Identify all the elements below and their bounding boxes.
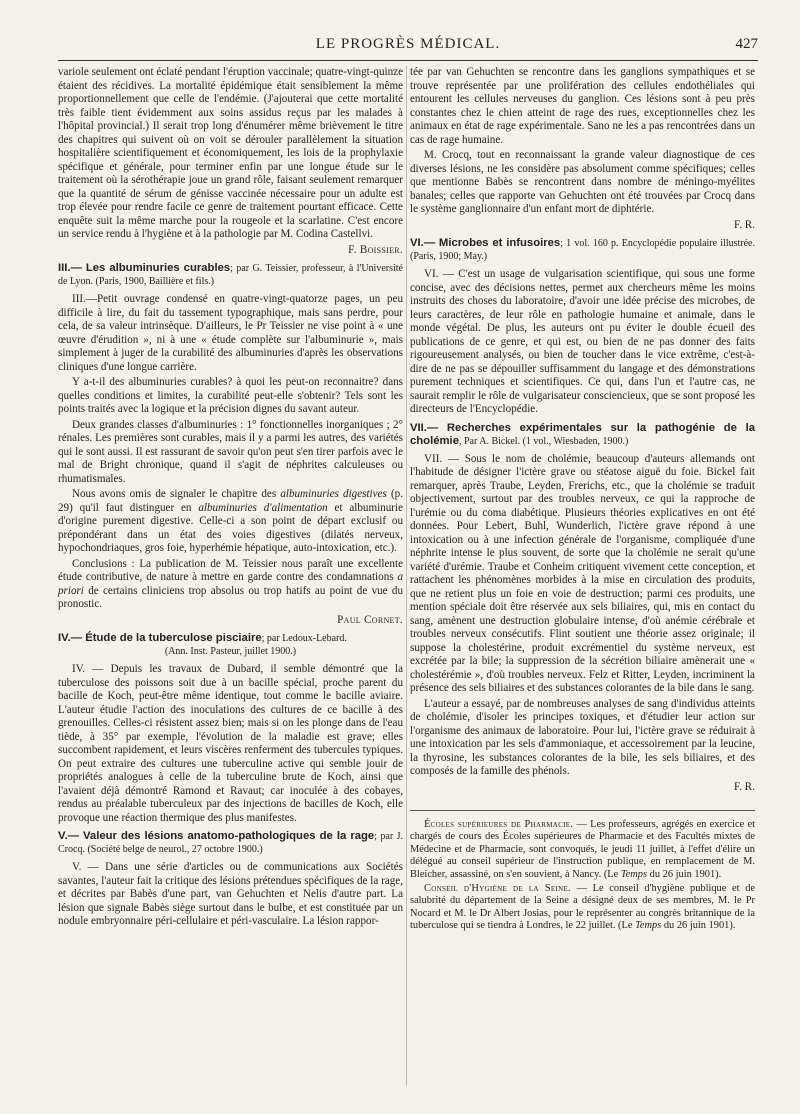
paragraph: Y a-t-il des albuminuries curables? à quoi les peut-on reconnaitre? dans quelles conditions et limites, la curabilité peut-elle s'obtenir? Tels sont les points traités avec la logique et la précision dignes du savant auteur. — [58, 376, 403, 415]
journal-title: LE PROGRÈS MÉDICAL. — [315, 36, 501, 52]
author-signature: F. Boissier. — [348, 243, 403, 256]
paragraph: V. — Dans une série d'articles ou de communications aux Sociétés savantes, l'auteur fait la critique des lésions prétendues spécifiques de la rage, et décrites par Babès d'une part, van Gehuchten et Nelis d'autre part. La lésion que signale Babès siège surtout dans le bulbe, et est constituée par un nodule embryonnaire péri-cellulaire et péri-vasculaire. La lésion rappor- — [58, 861, 403, 927]
paragraph — [58, 488, 403, 556]
text-run: (p. 29) qu'il faut distinguer en — [58, 488, 403, 514]
review-source: (Ann. Inst. Pasteur, juillet 1900.) — [164, 646, 297, 657]
section-number: IV. — [58, 632, 71, 644]
text-run: — Le conseil d'hygiène publique et de salubrité du département de la Seine a désigné deux de ses membres, M. le Pr Nocard et M. le Dr Albert Josias, pour le représenter au congrès britannique de la tuberculose qui se tiendra à Londres, le 22 juillet. (Le — [410, 883, 755, 932]
review-title: — Recherches expérimentales sur la pathogénie de la cholémie — [410, 421, 755, 447]
review-heading-vi — [410, 237, 755, 263]
review-heading-iii — [58, 262, 403, 288]
italic-run: Temps — [635, 920, 662, 932]
news-item — [410, 883, 755, 933]
text-run: — Les professeurs, agrégés en exercice et chargés de cours des Écoles supérieures de Pharmacie et des Facultés mixtes de Médecine et de Pharmacie, sont convoqués, le jeudi 11 juillet, à l'effet d'élire un délégué au conseil supérieur de l'instruction publique, en remplacement de M. Bleicher, assassiné, on s'en souvient, à Nancy. (Le — [410, 819, 755, 880]
text-run: du 26 juin 1901). — [661, 920, 736, 932]
news-heading: Écoles supérieures de Pharmacie. — [424, 819, 574, 830]
news-heading: Conseil d'Hygiène de la Seine. — [424, 883, 571, 895]
column-divider — [406, 66, 407, 1086]
review-title: — Microbes et infusoires — [423, 237, 561, 249]
text-run: Conclusions : La publication de M. Teissier nous paraît une excellente étude contributive, de nature à mettre en garde contre des condamnations — [58, 557, 403, 583]
paragraph: IV. — Depuis les travaux de Dubard, il semble démontré que la tuberculose des poissons soit due à un bacille spécial, proche parent du bacille de Koch, peut-être même identique, tout comme le bacille aviaire. L'auteur étudie l'action des inoculations des cultures de ce bacille à des grenouilles. Celles-ci résistent assez bien; mais si on les plonge dans de l'eau tiède, à 35° par exemple, l'évolution de la maladie est grave; elles succombent rapidement, et leurs viscères renferment des tubercules typiques. On peut extraire des cultures une tuberculine active qui semble jouir de propriétés analogues à celle de la tuberculine brute de Koch, ainsi que l'avaient déjà démontré Ramond et Ravaut; car inoculée à des cobayes, rendus au préalable tuberculeux par des injections de bacilles de Koch, elle provoque une réaction thermique des plus manifestes. — [58, 663, 403, 824]
author-signature: Paul Cornet. — [337, 613, 403, 626]
text-run: Nous avons omis de signaler le chapitre des — [72, 488, 281, 500]
news-divider — [410, 810, 755, 811]
review-title: — Les albuminuries curables — [70, 262, 231, 274]
running-header — [58, 36, 758, 58]
review-heading-iv — [58, 632, 403, 658]
text-run: et albuminurie d'origine purement digestive. Celle-ci a son point de départ exclusif ou prépondérant dans un état des voies digestives (dilatés nerveux, hypochondriaques, gros foie, hyperhémie hépatique, auto-intoxication, etc.). — [58, 501, 403, 554]
review-meta: ; 1 vol. 160 p. Encyclopédie populaire illustrée. (Paris, 1900; May.) — [410, 238, 755, 262]
paragraph: M. Crocq, tout en reconnaissant la grande valeur diagnostique de ces diverses lésions, ne les considère pas absolument comme spécifiques; celles que mentionne Babès se rencontrent dans nombre de méningo-myélites banales; celles que rapporte van Gehuchten ont été trouvées par Crocq dans le système ganglionnaire d'un enfant mort de diphtérie. — [410, 149, 755, 215]
review-heading-v — [58, 830, 403, 856]
review-meta: ; par G. Teissier, professeur, à l'Université de Lyon. (Paris, 1900, Baillière et fils.) — [58, 263, 403, 287]
header-rule — [58, 60, 758, 61]
section-number: V. — [58, 830, 68, 842]
right-column — [410, 66, 755, 935]
page-number: 427 — [735, 36, 758, 52]
left-column — [58, 66, 403, 931]
review-title: — Valeur des lésions anatomo-pathologiques de la rage — [67, 830, 375, 842]
review-title: — Étude de la tuberculose pisciaire — [70, 632, 262, 644]
italic-run: albuminuries d'alimentation — [198, 501, 328, 514]
italic-run: Temps — [620, 868, 648, 880]
review-meta: ; par J. Crocq. (Société belge de neurol., 27 octobre 1900.) — [58, 831, 403, 855]
text-run: de certains cliniciens trop absolus ou trop hatifs au point de vue du pronostic. — [58, 584, 403, 610]
paragraph: VI. — C'est un usage de vulgarisation scientifique, qui sous une forme concise, avec des décisions nettes, permet aux chercheurs même les moins instruits des choses du laboratoire, d'avoir une idée précise des microbes, de leurs caractères, de leur rôle en pathologie humaine et animale, dans le monde végétal. De plus, les auteurs ont pu éviter le double écueil des publications de ce genre, et qui est, ou bien de ne pas donner des faits rigoureusement analysés, ou bien de toucher dans le vice extrême, c'est-à-dire de ne pas se dépouiller suffisamment du langage et des démonstrations purement techniques et scientifiques. Ce qui, dans l'un et l'autre cas, ne saurait remplir le rôle de vulgarisateur consciencieux, que se sont proposé les directeurs de l'Encyclopédie. — [410, 268, 755, 415]
paragraph: VII. — Sous le nom de cholémie, beaucoup d'auteurs allemands ont l'habitude de désigner l'ictère grave ou stéatose aiguë du foie. Bickel fait remarquer, après Traube, Leyden, Frerichs, etc., que la cholémie se traduit objectivement, surtout par des troubles nerveux, ce qui la rapproche de l'urémie ou du coma diabétique. Plusieurs théories explicatives en ont été données. Pour Lebert, Buhl, Wunderlich, l'ictère grave répond à une intoxication ou à une infection générale de l'organisme, compliquée d'une néphrite intense le plus souvent, de sorte que la cholémie ne serait qu'une variété d'urémie. Traube et Conheim critiquent vivement cette conception, et rattachent les phénomènes morbides à la mise en circulation des produits, que ne retient plus un foie en voie de destruction; parmi ces produits, une mention spéciale doit être réservée aux sels biliaires, qui, mis en contact du sang, amènent une destruction globulaire intense, d'où anémie cérébrale et troubles nerveux consécutifs. Flint soutient une théorie assez originale; il suppose la cholestérine, produit excrémentiel du système nerveux, est excrétée par la bile; la suppression de la sécrétion biliaire amènerait une « cholestérémie », d'où troubles nerveux. Felz et Ritter, Leyden, incriminent la présence des sels biliaires et des substances colorantes de la bile dans le sang. — [410, 452, 755, 694]
paragraph: L'auteur a essayé, par de nombreuses analyses de sang d'individus atteints de cholémie, d'isoler les principes toxiques, et d'étudier leur action sur l'organisme des animaux de laboratoire. Pour lui, l'ictère grave se réduirait à une intoxication par les sels d'ammoniaque, et accessoirement par la leucine, la thyrosine, les substances colorantes de la bile, les sels biliaires, et des composés de la famille des phénols. — [410, 697, 755, 777]
review-meta: ; par Ledoux-Lebard. — [261, 633, 347, 644]
italic-run: a priori — [58, 571, 403, 597]
paragraph: III.—Petit ouvrage condensé en quatre-vingt-quatorze pages, un peu difficile à lire, du fait du tassement typographique, mais sans perdre, pour cela, de sa valeur intrinsèque. D'ailleurs, le Pr Teissier ne vise point à « une œuvre d'érudition », ni à une « étude complète sur l'albuminurie », mais simplement à juger de la curabilité des albuminuries d'après les observations cliniques d'une longue carrière. — [58, 293, 403, 373]
paragraph — [58, 558, 403, 612]
paragraph: variole seulement ont éclaté pendant l'éruption vaccinale; quatre-vingt-quinze étaient des récidives. La mortalité épidémique était sensiblement la même proportionnellement que celle de l'endémie. (J'ajouterai que cette mortalité très faible tient évidemment aux soins assidus reçus par les malades à l'hôpital provincial.) Il serait trop long d'énumérer même brièvement le titre des chapitres qui suivent où on voit se dérouler parallèlement la situation hospitalière scientifiquement et économiquement, les lois de la prophylaxie spécifique et générale, pour terminer enfin par une longue étude sur le traitement où la sérothérapie joue un grand rôle, faisant seulement remarquer que la quantité de sérum de génisse vaccinée nécessaire pour un adulte est trop élevée pour rendre facile ce genre de traitement pourtant efficace. Cette enquête suit la même marche pour la rougeole et la scarlatine. C'est encore un service rendu à l'hygiène et à la pathologie par M. Codina Castellvi. — [58, 66, 403, 240]
author-signature: F. R. — [733, 218, 755, 231]
author-signature: F. R. — [733, 780, 755, 793]
review-heading-vii — [410, 422, 755, 448]
review-meta: , Par A. Bickel. (1 vol., Wiesbaden, 1900.) — [458, 435, 629, 447]
italic-run: albuminuries digestives — [280, 488, 387, 500]
section-number: VII. — [410, 421, 427, 434]
news-item — [410, 819, 755, 881]
paragraph: Deux grandes classes d'albuminuries : 1° fonctionnelles inorganiques ; 2° rénales. Les premières sont curables, mais il y a parmi les autres, des variétés qui le sont aussi. Il est rassurant de savoir qu'on peut s'en tirer parfois avec le mal de Bright chronique, quand il s'agit de néphrites calculeuses ou rhumatismales. — [58, 418, 403, 485]
section-number: III. — [58, 262, 71, 274]
section-number: VI. — [410, 237, 424, 249]
paragraph: tée par van Gehuchten se rencontre dans les ganglions sympathiques et se trouve représentée par une prolifération des cellules endothéliales qui entourent les cellules nerveuses du ganglion. Ces lésions sont à peu près constantes chez le chien atteint de rage des rues, exceptionnelles chez les animaux en état de rage expérimentale. Sano ne les a pas rencontrées dans un cas de rage humaine. — [410, 66, 755, 146]
news-section — [410, 819, 755, 933]
text-run: du 26 juin 1901). — [647, 868, 722, 880]
